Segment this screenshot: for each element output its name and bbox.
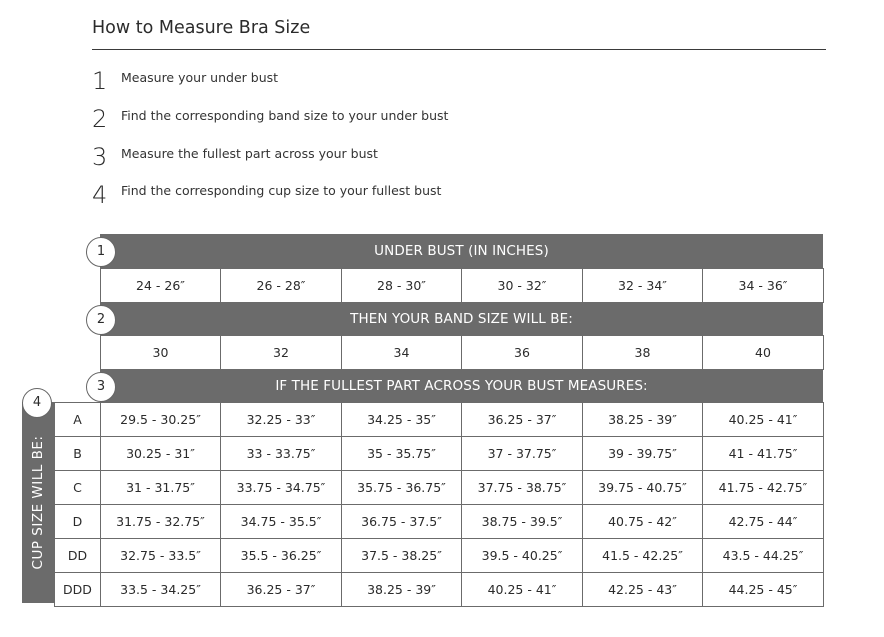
cup-range-cell: 40.25 - 41″ <box>703 403 824 437</box>
band-size-cell: 36 <box>462 336 583 370</box>
under-bust-table <box>100 268 824 303</box>
cup-range-cell: 34.75 - 35.5″ <box>221 505 342 539</box>
cup-range-cell: 37.5 - 38.25″ <box>342 539 462 573</box>
cup-size-label: CUP SIZE WILL BE: <box>30 435 46 570</box>
cup-size-bar <box>22 402 54 603</box>
cup-range-cell: 42.25 - 43″ <box>583 573 703 607</box>
cup-range-cell: 33.5 - 34.25″ <box>101 573 221 607</box>
cup-range-cell: 37 - 37.75″ <box>462 437 583 471</box>
cup-range-cell: 40.75 - 42″ <box>583 505 703 539</box>
cup-letter: A <box>55 403 101 437</box>
table-row <box>55 573 824 607</box>
cup-range-cell: 36.25 - 37″ <box>221 573 342 607</box>
step-text: Find the corresponding cup size to your fullest bust <box>121 183 442 198</box>
table-row <box>55 505 824 539</box>
cup-range-cell: 39 - 39.75″ <box>583 437 703 471</box>
cup-letter: DD <box>55 539 101 573</box>
step-text: Find the corresponding band size to your under bust <box>121 108 449 123</box>
cup-range-cell: 41.75 - 42.75″ <box>703 471 824 505</box>
section-step-badge: 1 <box>86 237 116 267</box>
under-bust-cell: 28 - 30″ <box>342 269 462 303</box>
page-title: How to Measure Bra Size <box>92 18 311 38</box>
cup-range-cell: 44.25 - 45″ <box>703 573 824 607</box>
table-row <box>101 269 824 303</box>
under-bust-header: UNDER BUST (IN INCHES) <box>100 234 823 268</box>
band-size-cell: 32 <box>221 336 342 370</box>
cup-letter: DDD <box>55 573 101 607</box>
table-row <box>55 539 824 573</box>
under-bust-cell: 34 - 36″ <box>703 269 824 303</box>
cup-range-cell: 39.75 - 40.75″ <box>583 471 703 505</box>
cup-range-cell: 33 - 33.75″ <box>221 437 342 471</box>
cup-range-cell: 32.75 - 33.5″ <box>101 539 221 573</box>
step-number: 3 <box>92 143 108 171</box>
section-step-badge: 3 <box>86 372 116 402</box>
cup-letter: D <box>55 505 101 539</box>
table-row <box>55 437 824 471</box>
cup-range-cell: 35 - 35.75″ <box>342 437 462 471</box>
cup-range-cell: 42.75 - 44″ <box>703 505 824 539</box>
cup-letter: B <box>55 437 101 471</box>
step-text: Measure your under bust <box>121 70 279 85</box>
cup-range-cell: 32.25 - 33″ <box>221 403 342 437</box>
cup-range-cell: 31.75 - 32.75″ <box>101 505 221 539</box>
section-step-badge: 4 <box>22 388 52 418</box>
cup-range-cell: 31 - 31.75″ <box>101 471 221 505</box>
cup-range-cell: 37.75 - 38.75″ <box>462 471 583 505</box>
band-size-cell: 40 <box>703 336 824 370</box>
table-row <box>55 403 824 437</box>
cup-range-cell: 38.25 - 39″ <box>583 403 703 437</box>
cup-range-cell: 40.25 - 41″ <box>462 573 583 607</box>
step-text: Measure the fullest part across your bust <box>121 146 378 161</box>
cup-range-cell: 30.25 - 31″ <box>101 437 221 471</box>
table-row <box>101 336 824 370</box>
cup-size-table <box>54 402 824 607</box>
cup-range-cell: 39.5 - 40.25″ <box>462 539 583 573</box>
cup-range-cell: 38.25 - 39″ <box>342 573 462 607</box>
cup-range-cell: 41.5 - 42.25″ <box>583 539 703 573</box>
band-size-table <box>100 335 824 370</box>
cup-range-cell: 43.5 - 44.25″ <box>703 539 824 573</box>
under-bust-cell: 30 - 32″ <box>462 269 583 303</box>
title-divider <box>92 49 826 50</box>
under-bust-cell: 24 - 26″ <box>101 269 221 303</box>
cup-range-cell: 36.25 - 37″ <box>462 403 583 437</box>
table-row <box>55 471 824 505</box>
step-number: 2 <box>92 105 108 133</box>
under-bust-cell: 32 - 34″ <box>583 269 703 303</box>
cup-range-cell: 33.75 - 34.75″ <box>221 471 342 505</box>
cup-range-cell: 38.75 - 39.5″ <box>462 505 583 539</box>
under-bust-cell: 26 - 28″ <box>221 269 342 303</box>
cup-range-cell: 41 - 41.75″ <box>703 437 824 471</box>
cup-range-cell: 35.75 - 36.75″ <box>342 471 462 505</box>
section-step-badge: 2 <box>86 305 116 335</box>
cup-range-cell: 36.75 - 37.5″ <box>342 505 462 539</box>
band-size-cell: 38 <box>583 336 703 370</box>
band-size-cell: 34 <box>342 336 462 370</box>
band-size-cell: 30 <box>101 336 221 370</box>
band-size-header: THEN YOUR BAND SIZE WILL BE: <box>100 302 823 336</box>
fullest-bust-header: IF THE FULLEST PART ACROSS YOUR BUST MEASURES: <box>100 369 823 403</box>
cup-range-cell: 35.5 - 36.25″ <box>221 539 342 573</box>
cup-range-cell: 34.25 - 35″ <box>342 403 462 437</box>
cup-range-cell: 29.5 - 30.25″ <box>101 403 221 437</box>
step-number: 4 <box>92 181 108 209</box>
step-number: 1 <box>92 67 108 95</box>
cup-letter: C <box>55 471 101 505</box>
